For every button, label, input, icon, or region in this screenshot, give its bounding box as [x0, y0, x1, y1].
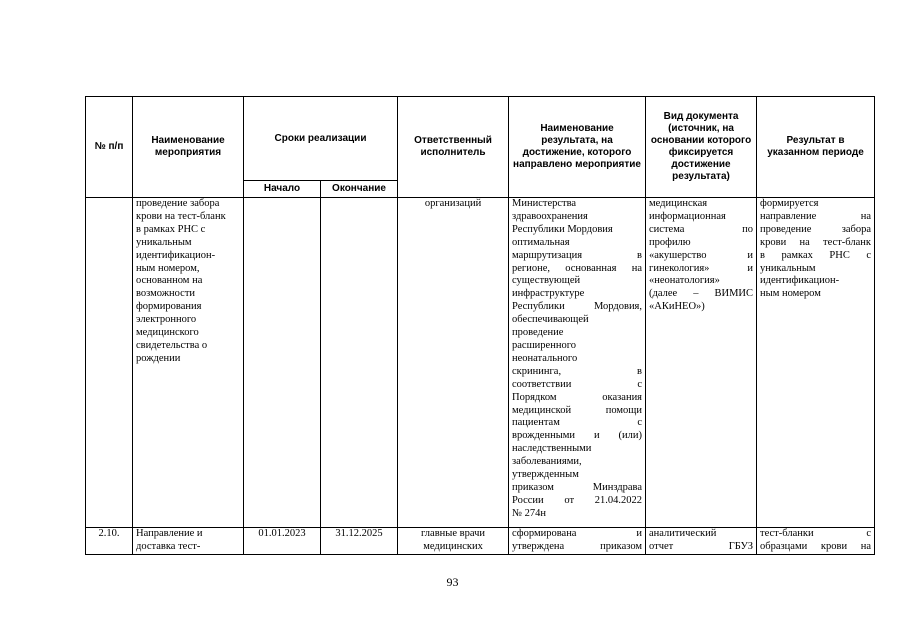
cell-line: главные врачи [421, 528, 485, 539]
header-terms: Сроки реализации [244, 97, 398, 181]
cell-result-period [757, 528, 875, 555]
cell-line: здравоохранения [512, 210, 588, 222]
cell-line: возможности [136, 288, 196, 300]
cell-line: направление на [760, 210, 872, 222]
cell-result-period [757, 198, 875, 528]
cell-start [244, 198, 321, 528]
cell-line: (далее – ВИМИС [649, 288, 754, 300]
cell-responsible [398, 528, 509, 555]
cell-line: Республики Мордовия, [512, 301, 643, 313]
cell-line: заболеваниями, [512, 456, 582, 468]
header-result-period: Результат в указанном периоде [757, 97, 875, 198]
cell-line: уникальным [136, 236, 192, 248]
cell-responsible: организаций [398, 198, 509, 528]
header-doc-type: Вид документа (источник, на основании которого фиксируется достижение результата) [646, 97, 757, 198]
cell-end [321, 198, 398, 528]
cell-line: утверждена приказом [512, 540, 643, 552]
header-end: Окончание [321, 181, 398, 198]
cell-line: медицинская [649, 198, 708, 209]
cell-start: 01.01.2023 [244, 528, 321, 555]
cell-result-name [509, 528, 646, 555]
cell-line: «АКиНЕО») [649, 301, 705, 313]
cell-line: проведение забора [760, 223, 872, 235]
header-start: Начало [244, 181, 321, 198]
cell-line: «неонатология» [649, 275, 720, 287]
document-table [85, 96, 875, 555]
cell-line: проведение [512, 327, 564, 339]
cell-line: электронного [136, 314, 197, 326]
cell-line: система по [649, 223, 754, 235]
table-row [86, 528, 875, 555]
cell-line: медицинских [423, 540, 483, 552]
cell-num: 2.10. [86, 528, 133, 555]
table-row [86, 198, 875, 528]
cell-line: Республики Мордовия [512, 223, 613, 235]
cell-line: медицинской помощи [512, 404, 643, 416]
cell-line: отчет ГБУЗ [649, 540, 754, 552]
cell-line: Министерства [512, 198, 577, 209]
cell-end: 31.12.2025 [321, 528, 398, 555]
header-result-name: Наименование результата, на достижение, которого направлено мероприятие [509, 97, 646, 198]
cell-num [86, 198, 133, 528]
cell-line: оптимальная [512, 236, 570, 248]
cell-line: ным номером [760, 288, 821, 300]
header-num: № п/п [86, 97, 133, 198]
cell-line: аналитический [649, 528, 717, 539]
cell-line: скрининга, в [512, 365, 643, 377]
cell-doc-type [646, 528, 757, 555]
cell-line: наследственными [512, 443, 592, 455]
cell-line: крови на тест-бланк [760, 236, 872, 248]
cell-doc-type [646, 198, 757, 528]
cell-line: информационная [649, 210, 726, 222]
cell-line: врожденными и (или) [512, 430, 643, 442]
cell-line: в рамках РНС с [760, 249, 872, 261]
cell-line: формируется [760, 198, 819, 209]
cell-line: Направление и [136, 528, 203, 539]
cell-line: основанном на [136, 275, 203, 287]
cell-line: доставка тест- [136, 540, 201, 552]
cell-line: медицинского [136, 327, 199, 339]
cell-line: расширенного [512, 339, 576, 351]
cell-line: «акушерство и [649, 249, 754, 261]
header-event: Наименование мероприятия [133, 97, 244, 198]
cell-line: неонатального [512, 352, 578, 364]
cell-line: образцами крови на [760, 540, 872, 552]
page-number: 93 [446, 575, 459, 589]
cell-line: свидетельства о [136, 339, 208, 351]
cell-event [133, 198, 244, 528]
cell-line: формирования [136, 301, 202, 313]
cell-line: сформирована и [512, 528, 643, 539]
cell-line: России от 21.04.2022 [512, 494, 643, 506]
cell-line: проведение забора [136, 198, 220, 209]
cell-line: тест-бланки с [760, 528, 872, 539]
cell-line: идентификацион- [760, 275, 840, 287]
cell-line: рождении [136, 352, 181, 364]
cell-line: соответствии с [512, 378, 643, 390]
cell-line: инфраструктуре [512, 288, 585, 300]
cell-line: существующей [512, 275, 581, 287]
cell-line: маршрутизация в [512, 249, 643, 261]
cell-line: идентификацион- [136, 249, 216, 261]
cell-result-name [509, 198, 646, 528]
cell-event [133, 528, 244, 555]
cell-line: пациентам с [512, 417, 643, 429]
header-responsible: Ответственный исполнитель [398, 97, 509, 198]
cell-line: утвержденным [512, 469, 579, 481]
cell-line: регионе, основанная на [512, 262, 643, 274]
cell-line: уникальным [760, 262, 816, 274]
cell-line: обеспечивающей [512, 314, 589, 326]
cell-line: гинекология» и [649, 262, 754, 274]
cell-line: ным номером, [136, 262, 200, 274]
cell-line: № 274н [512, 507, 547, 519]
cell-line: профилю [649, 236, 691, 248]
cell-line: Порядком оказания [512, 391, 643, 403]
cell-line: в рамках РНС с [136, 223, 206, 235]
cell-line: крови на тест-бланк [136, 210, 226, 222]
cell-line: приказом Минздрава [512, 481, 643, 493]
